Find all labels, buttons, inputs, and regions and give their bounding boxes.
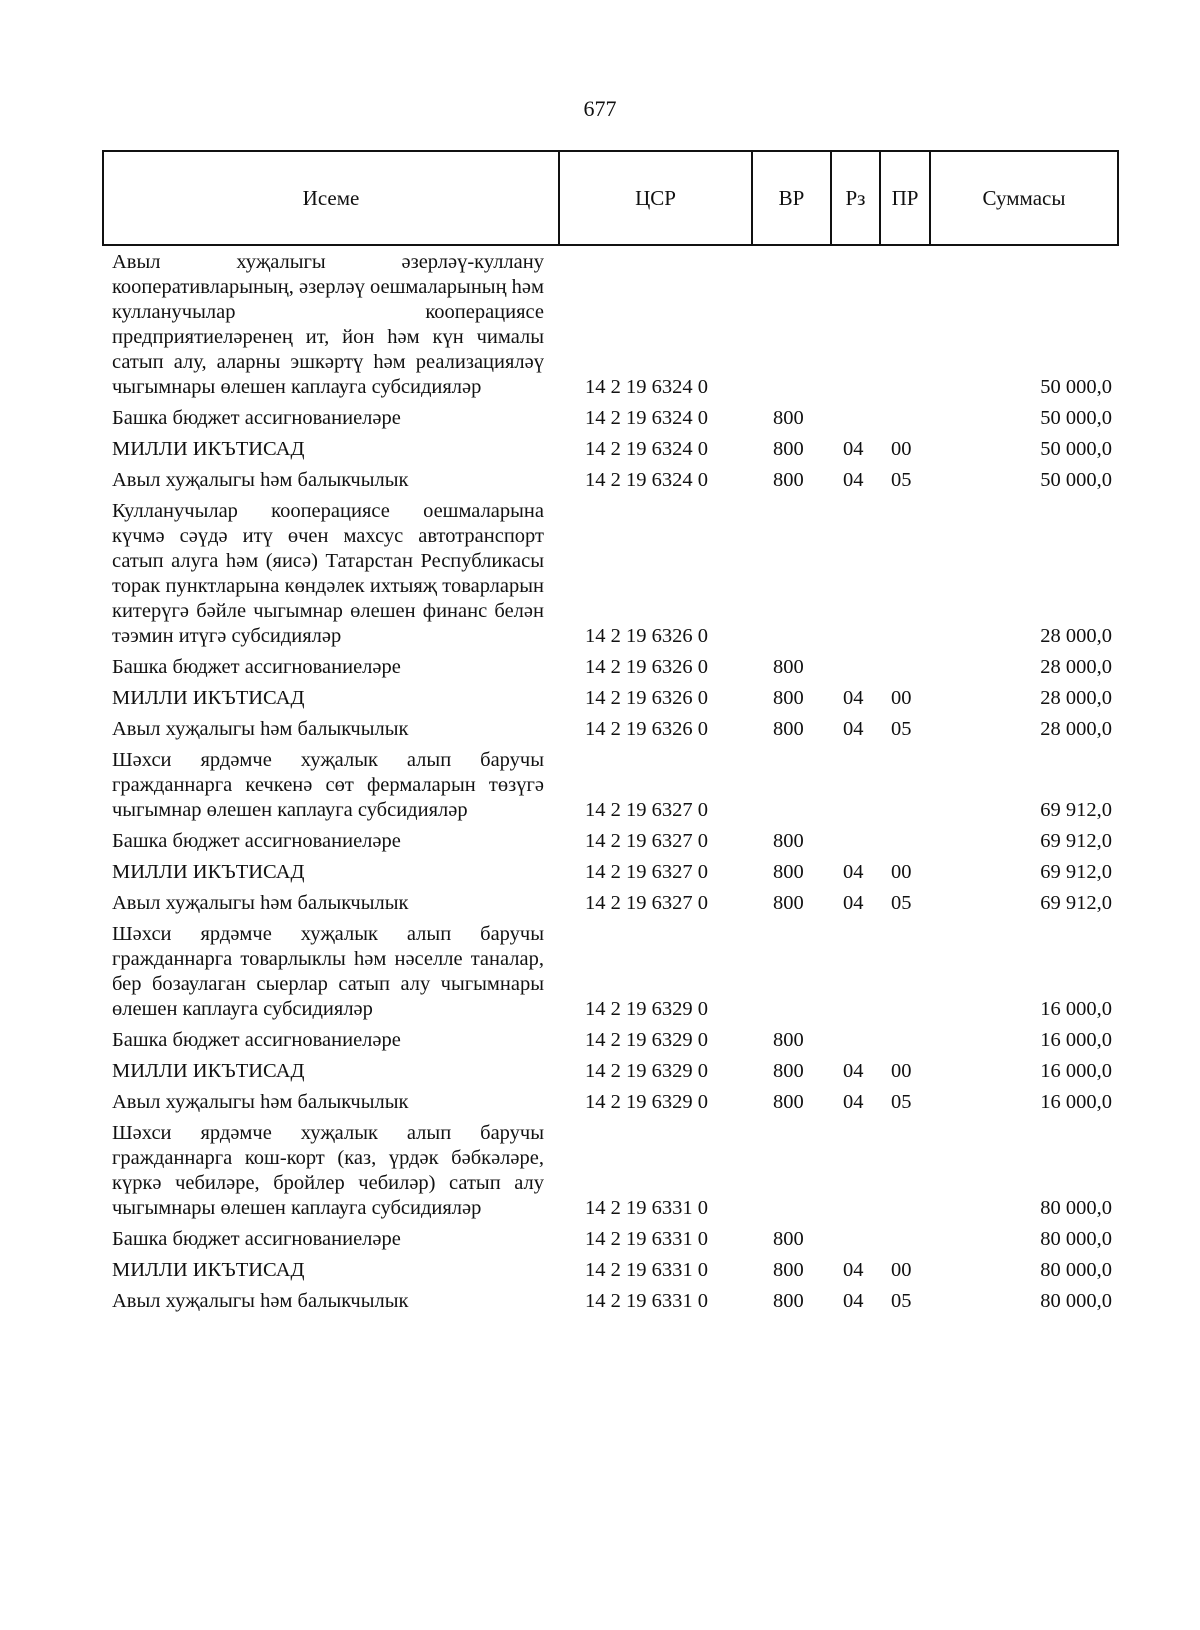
row-vr: 800 bbox=[773, 438, 804, 460]
table-row bbox=[112, 437, 1112, 462]
row-sum: 80 000,0 bbox=[1040, 1197, 1112, 1219]
row-name: Авыл хуҗалыгы һәм балыкчылык bbox=[112, 1091, 409, 1113]
row-csr: 14 2 19 6326 0 bbox=[585, 656, 708, 678]
table-row bbox=[112, 1121, 1112, 1221]
row-rz: 04 bbox=[843, 892, 864, 914]
row-vr: 800 bbox=[773, 892, 804, 914]
row-pr: 05 bbox=[891, 718, 912, 740]
table-body bbox=[112, 250, 1112, 1320]
row-vr: 800 bbox=[773, 407, 804, 429]
row-csr: 14 2 19 6326 0 bbox=[585, 718, 708, 740]
row-sum: 28 000,0 bbox=[1040, 625, 1112, 647]
row-csr: 14 2 19 6331 0 bbox=[585, 1228, 708, 1250]
row-csr: 14 2 19 6327 0 bbox=[585, 861, 708, 883]
header-pr: ПР bbox=[881, 152, 931, 244]
table-row bbox=[112, 1090, 1112, 1115]
row-name: МИЛЛИ ИКЪТИСАД bbox=[112, 1060, 305, 1082]
row-name: Авыл хуҗалыгы һәм балыкчылык bbox=[112, 892, 409, 914]
row-name: Башка бюджет ассигнованиеләре bbox=[112, 1228, 401, 1250]
row-csr: 14 2 19 6326 0 bbox=[585, 625, 708, 647]
row-name: Башка бюджет ассигнованиеләре bbox=[112, 1029, 401, 1051]
row-csr: 14 2 19 6329 0 bbox=[585, 998, 708, 1020]
row-vr: 800 bbox=[773, 1259, 804, 1281]
row-sum: 50 000,0 bbox=[1040, 376, 1112, 398]
row-sum: 69 912,0 bbox=[1040, 799, 1112, 821]
header-csr: ЦСР bbox=[560, 152, 753, 244]
row-pr: 05 bbox=[891, 892, 912, 914]
row-csr: 14 2 19 6324 0 bbox=[585, 407, 708, 429]
row-sum: 28 000,0 bbox=[1040, 687, 1112, 709]
row-pr: 00 bbox=[891, 438, 912, 460]
row-sum: 28 000,0 bbox=[1040, 656, 1112, 678]
row-sum: 80 000,0 bbox=[1040, 1228, 1112, 1250]
table-row bbox=[112, 468, 1112, 493]
row-rz: 04 bbox=[843, 1091, 864, 1113]
row-sum: 16 000,0 bbox=[1040, 1060, 1112, 1082]
row-csr: 14 2 19 6331 0 bbox=[585, 1259, 708, 1281]
row-name: Авыл хуҗалыгы һәм балыкчылык bbox=[112, 718, 409, 740]
row-name: Башка бюджет ассигнованиеләре bbox=[112, 656, 401, 678]
table-row bbox=[112, 499, 1112, 649]
row-pr: 00 bbox=[891, 1259, 912, 1281]
header-vr: ВР bbox=[753, 152, 832, 244]
row-pr: 05 bbox=[891, 1091, 912, 1113]
row-rz: 04 bbox=[843, 469, 864, 491]
row-name: Шәхси ярдәмче хуҗалык алып баручы гражданнарга кош-корт (каз, үрдәк бәбкәләре, күркә чебиләре, бройлер чебиләр) сатып алу чыгымнары өлешен каплауга субсидияләр bbox=[112, 1122, 544, 1219]
table-row bbox=[112, 655, 1112, 680]
table-row bbox=[112, 686, 1112, 711]
row-vr: 800 bbox=[773, 1060, 804, 1082]
row-name: МИЛЛИ ИКЪТИСАД bbox=[112, 861, 305, 883]
row-csr: 14 2 19 6324 0 bbox=[585, 469, 708, 491]
row-csr: 14 2 19 6329 0 bbox=[585, 1029, 708, 1051]
row-name: Кулланучылар кооперациясе оешмаларына күчмә сәүдә итү өчен махсус автотранспорт сатып алуга һәм (яисә) Татарстан Республикасы торак пунктларына көндәлек ихтыяҗ товарларын китерүгә бәйле чыгымнар өлешен финанс белән тәэмин итүгә субсидияләр bbox=[112, 500, 544, 647]
row-csr: 14 2 19 6326 0 bbox=[585, 687, 708, 709]
row-name: Шәхси ярдәмче хуҗалык алып баручы гражданнарга кечкенә сөт фермаларын төзүгә чыгымнар өлешен каплауга субсидияләр bbox=[112, 749, 544, 821]
table-row bbox=[112, 1258, 1112, 1283]
header-sum: Суммасы bbox=[982, 185, 1066, 210]
header-name: Исеме bbox=[104, 152, 560, 244]
row-name: Башка бюджет ассигнованиеләре bbox=[112, 407, 401, 429]
row-name: Авыл хуҗалыгы һәм балыкчылык bbox=[112, 469, 409, 491]
row-sum: 80 000,0 bbox=[1040, 1259, 1112, 1281]
row-pr: 00 bbox=[891, 687, 912, 709]
table-row bbox=[112, 406, 1112, 431]
row-csr: 14 2 19 6327 0 bbox=[585, 799, 708, 821]
table-row bbox=[112, 250, 1112, 400]
row-vr: 800 bbox=[773, 1290, 804, 1312]
table-header bbox=[102, 150, 1119, 246]
row-vr: 800 bbox=[773, 687, 804, 709]
row-csr: 14 2 19 6327 0 bbox=[585, 892, 708, 914]
row-rz: 04 bbox=[843, 1060, 864, 1082]
row-vr: 800 bbox=[773, 656, 804, 678]
row-csr: 14 2 19 6324 0 bbox=[585, 376, 708, 398]
row-rz: 04 bbox=[843, 1290, 864, 1312]
row-pr: 05 bbox=[891, 469, 912, 491]
row-vr: 800 bbox=[773, 1228, 804, 1250]
row-name: Авыл хуҗалыгы әзерләү-куллану кооперативларының, әзерләү оешмаларының һәм кулланучылар кооперациясе предприятиеләренең ит, йон һәм күн чималы сатып алу, аларны эшкәртү һәм реализацияләү чыгымнары өлешен каплауга субсидияләр bbox=[112, 251, 544, 398]
row-vr: 800 bbox=[773, 718, 804, 740]
table-row bbox=[112, 1059, 1112, 1084]
header-rz: Рз bbox=[832, 152, 881, 244]
row-vr: 800 bbox=[773, 1029, 804, 1051]
table-row bbox=[112, 922, 1112, 1022]
row-rz: 04 bbox=[843, 438, 864, 460]
row-csr: 14 2 19 6331 0 bbox=[585, 1290, 708, 1312]
row-pr: 00 bbox=[891, 861, 912, 883]
row-name: МИЛЛИ ИКЪТИСАД bbox=[112, 1259, 305, 1281]
row-vr: 800 bbox=[773, 830, 804, 852]
row-rz: 04 bbox=[843, 718, 864, 740]
table-row bbox=[112, 860, 1112, 885]
row-vr: 800 bbox=[773, 1091, 804, 1113]
row-sum: 69 912,0 bbox=[1040, 892, 1112, 914]
table-row bbox=[112, 1227, 1112, 1252]
row-sum: 50 000,0 bbox=[1040, 407, 1112, 429]
table-row bbox=[112, 829, 1112, 854]
row-sum: 28 000,0 bbox=[1040, 718, 1112, 740]
row-sum: 50 000,0 bbox=[1040, 469, 1112, 491]
row-pr: 05 bbox=[891, 1290, 912, 1312]
table-row bbox=[112, 1289, 1112, 1314]
row-sum: 16 000,0 bbox=[1040, 1029, 1112, 1051]
table-row bbox=[112, 1028, 1112, 1053]
row-csr: 14 2 19 6327 0 bbox=[585, 830, 708, 852]
row-csr: 14 2 19 6329 0 bbox=[585, 1091, 708, 1113]
table-row bbox=[112, 717, 1112, 742]
row-csr: 14 2 19 6329 0 bbox=[585, 1060, 708, 1082]
page-number: 677 bbox=[583, 96, 617, 121]
row-rz: 04 bbox=[843, 861, 864, 883]
row-sum: 69 912,0 bbox=[1040, 830, 1112, 852]
row-name: Шәхси ярдәмче хуҗалык алып баручы гражданнарга товарлыклы һәм нәселле таналар, бер бозаулаган сыерлар сатып алу чыгымнары өлешен каплауга субсидияләр bbox=[112, 923, 544, 1020]
row-name: МИЛЛИ ИКЪТИСАД bbox=[112, 438, 305, 460]
row-rz: 04 bbox=[843, 1259, 864, 1281]
table-row bbox=[112, 748, 1112, 823]
row-sum: 16 000,0 bbox=[1040, 998, 1112, 1020]
row-sum: 50 000,0 bbox=[1040, 438, 1112, 460]
row-sum: 69 912,0 bbox=[1040, 861, 1112, 883]
row-vr: 800 bbox=[773, 469, 804, 491]
row-name: Авыл хуҗалыгы һәм балыкчылык bbox=[112, 1290, 409, 1312]
row-sum: 16 000,0 bbox=[1040, 1091, 1112, 1113]
row-name: Башка бюджет ассигнованиеләре bbox=[112, 830, 401, 852]
row-pr: 00 bbox=[891, 1060, 912, 1082]
row-csr: 14 2 19 6324 0 bbox=[585, 438, 708, 460]
row-rz: 04 bbox=[843, 687, 864, 709]
row-name: МИЛЛИ ИКЪТИСАД bbox=[112, 687, 305, 709]
row-sum: 80 000,0 bbox=[1040, 1290, 1112, 1312]
row-vr: 800 bbox=[773, 861, 804, 883]
row-csr: 14 2 19 6331 0 bbox=[585, 1197, 708, 1219]
table-row bbox=[112, 891, 1112, 916]
